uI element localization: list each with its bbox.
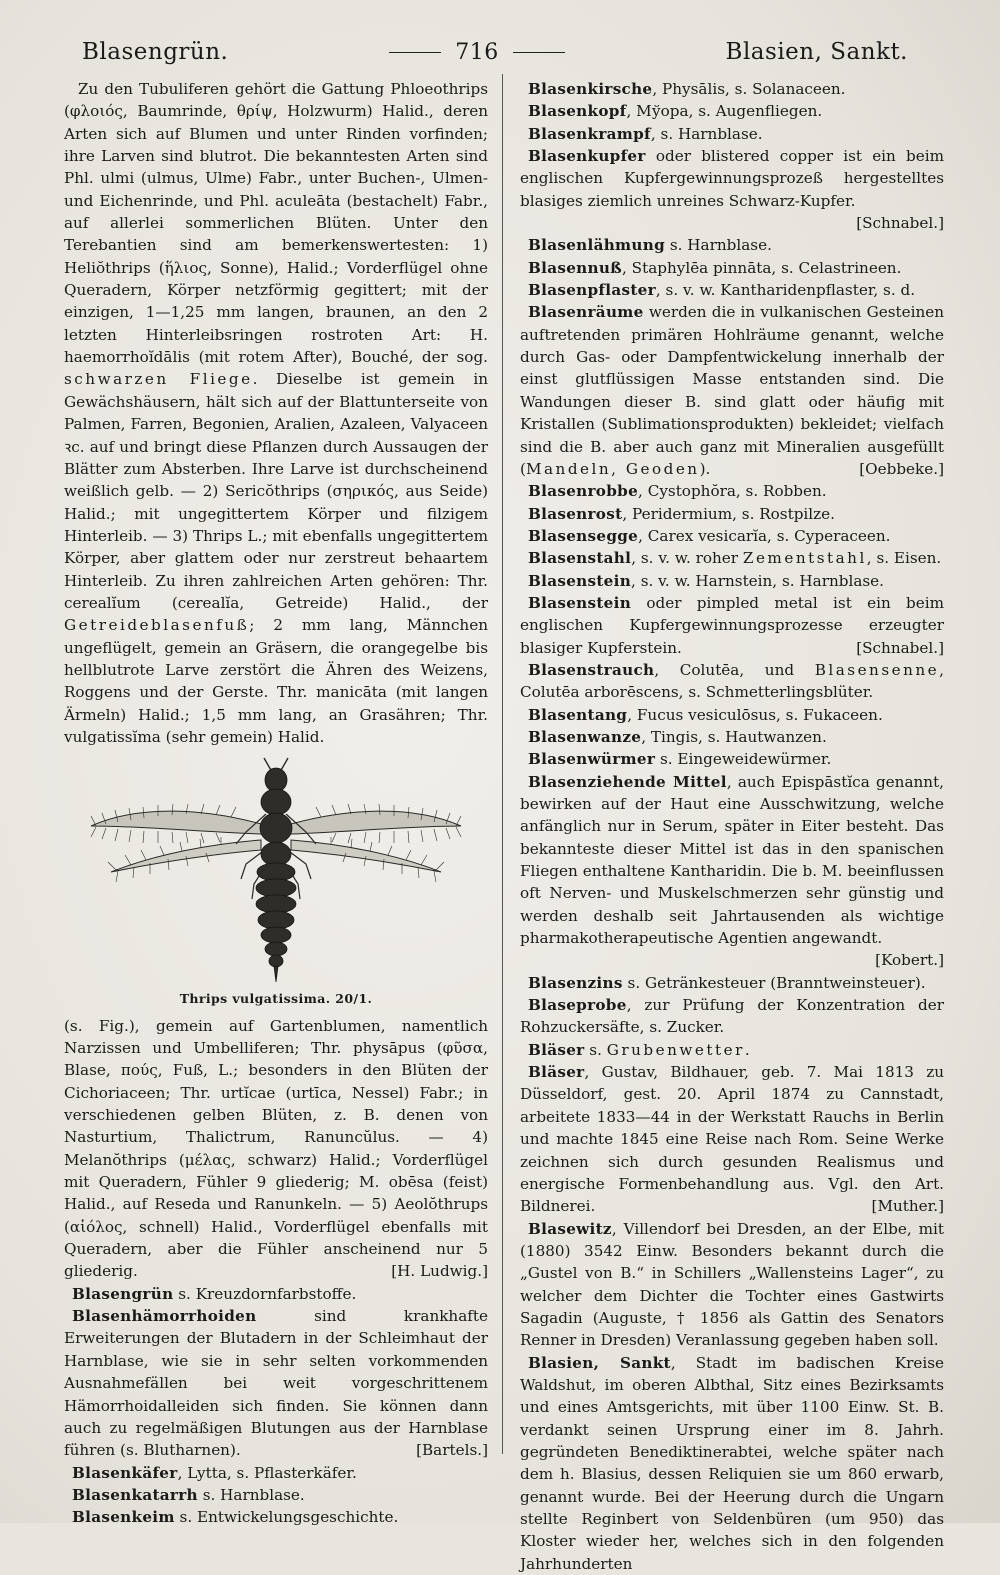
entry-blasenhaemorrhoiden	[64, 1305, 488, 1461]
entry-headword: Blasenstein	[528, 593, 632, 612]
wing-right-lower	[291, 837, 444, 882]
entry-text: s. Harnblase.	[665, 236, 772, 255]
entry-headword: Blasenstrauch	[528, 660, 655, 679]
figure-caption	[64, 988, 488, 1010]
entry-blasennuss	[520, 257, 944, 279]
entry-blasenkopf	[520, 100, 944, 122]
entry-headword: Blasewitz	[528, 1219, 612, 1238]
entry-blasenrost	[520, 503, 944, 525]
entry-text: , Lytta, s. Pflasterkäfer.	[177, 1463, 357, 1482]
entry-blasentang	[520, 704, 944, 726]
entry-headword: Blasenrost	[528, 504, 623, 523]
author-signature: [Muther.]	[871, 1197, 944, 1216]
entry-text: , Staphylēa pinnāta, s. Celastrineen.	[622, 258, 902, 277]
entry-blasenkaefer	[64, 1462, 488, 1484]
entry-headword: Blasengrün	[72, 1284, 174, 1303]
entry-headword: Blasenpflaster	[528, 281, 656, 300]
entry-headword: Blasenkäfer	[72, 1463, 178, 1482]
entry-headword: Blasenkirsche	[528, 80, 653, 98]
entry-headword: Blasenkrampf	[528, 124, 651, 143]
entry-text: , Colutēa arborēscens, s. Schmetterlingsblüter.	[520, 660, 944, 702]
column-divider	[502, 74, 503, 1454]
entry-text: s. Entwickelungsgeschichte.	[174, 1508, 399, 1527]
entry-blasenkrampf	[520, 123, 944, 145]
entry-text: s. Getränkesteuer (Branntweinsteuer).	[622, 973, 926, 992]
entry-text: , Villendorf bei Dresden, an der Elbe, mit (1880) 3542 Einw. Besonders bekannt durch die „Gustel von B.“ in Schillers „Wallensteins Lager“, zu welcher dem Dichter die Tochter eines Gastwirts Sagadin (Auguste, † 1856 als Gattin des Senators Renner in Dresden) Veranlassung gegeben haben soll.	[520, 1219, 944, 1350]
entry-headword: Blasenzins	[528, 973, 623, 992]
spaced-term: Grubenwetter	[606, 1040, 745, 1059]
thrips-illustration	[86, 754, 466, 984]
entry-text: , Tingis, s. Hautwanzen.	[641, 727, 827, 746]
entry-headword: Blasenkupfer	[528, 147, 646, 166]
entry-text: , Cystophŏra, s. Robben.	[638, 482, 827, 501]
entry-blaeser-2	[520, 1061, 944, 1217]
entry-text: , Gustav, Bildhauer, geb. 7. Mai 1813 zu Düsseldorf, gest. 20. April 1874 zu Cannstadt, arbeitete 1833—44 in der Werkstatt Rauchs in Berlin und machte 1845 eine Reise nach Rom. Seine Werke zeichnen sich durch gesunden Realismus und energische Formenbehandlung aus. Vgl. den Art. Bildnerei.	[520, 1063, 944, 1216]
entry-headword: Blasenkeim	[72, 1508, 175, 1527]
entry-headword: Blasenrobbe	[528, 482, 639, 501]
entry-headword: Blasensegge	[528, 526, 639, 545]
entry-text: , s. Eisen.	[866, 549, 942, 568]
entry-text: , zur Prüfung der Konzentration der Rohzuckersäfte, s. Zucker.	[520, 996, 944, 1037]
entry-text: , Stadt im badischen Kreise Waldshut, im oberen Albthal, Sitz eines Bezirksamts und eines Amtsgerichts, mit über 1100 Einw. St. B. verdankt seinen Ursprung einer im 8. Jahrh. gegründeten Benediktinerabtei, welche später nach dem h. Blasius, dessen Reliquien sie um 860 erwarb, genannt wurde. Bei der Heerung durch die Ungarn stellte Reginbert von Seldenbüren (um 950) das Kloster wieder her, welches sich in den folgenden Jahrhunderten	[520, 1353, 944, 1573]
entry-text: s. Eingeweidewürmer.	[655, 750, 832, 769]
entry-blaeser-1	[520, 1039, 944, 1061]
right-column	[520, 78, 944, 1575]
spaced-term: Zementstahl	[742, 549, 867, 568]
author-signature: [Oebbeke.]	[859, 459, 944, 478]
thrips-figure	[64, 754, 488, 1010]
entry-blasenkatarrh	[64, 1484, 488, 1506]
entry-blasenpflaster	[520, 279, 944, 301]
entry-headword: Blasenwürmer	[528, 750, 656, 769]
entry-blasenkirsche	[520, 78, 944, 100]
wing-left-upper	[91, 804, 261, 843]
author-signature: [Kobert.]	[875, 951, 944, 970]
entry-text: sind krankhafte Erweiterungen der Blutadern in der Schleimhaut der Harnblase, wie sie in sehr selten vorkommenden Ausnahmefällen bei weit vorgeschrittenem Hämorrhoidalleiden sich finden. Sie können dann auch zu regelmäßigen Blutungen aus der Harnblase führen (s. Blutharnen).	[64, 1307, 488, 1460]
caption-text: Thrips vulgatissima.	[179, 991, 331, 1007]
entry-headword: Blasenhämorrhoiden	[72, 1307, 257, 1326]
page-number-group	[389, 40, 565, 65]
entry-blasenwuermer	[520, 748, 944, 770]
entry-blasenrobbe	[520, 480, 944, 502]
thrips-paragraph-cont	[64, 1015, 488, 1283]
entry-text: werden die in vulkanischen Gesteinen auftretenden primären Hohlräume genannt, welche durch Gas- oder Dampfentwickelung innerhalb der einst glutflüssigen Masse entstanden sind. Die Wandungen dieser B. sind glatt oder häufig mit Kristallen (Sublimationsprodukten) bekleidet; vielfach sind die B. aber auch ganz mit Mineralien ausgefüllt (	[520, 303, 944, 478]
entry-headword: Blasenlähmung	[528, 236, 666, 255]
entry-blasenraeume	[520, 301, 944, 480]
entry-text: , s. v. w. Kantharidenpflaster, s. d.	[655, 281, 916, 300]
entry-blasenstein-1	[520, 570, 944, 592]
entry-blasenziehende-mittel	[520, 771, 944, 970]
entry-headword: Blasenwanze	[528, 727, 642, 746]
entry-blasenkeim	[64, 1506, 488, 1528]
entry-blasenlaehmung	[520, 234, 944, 256]
thrips-body	[256, 768, 296, 982]
entry-text: , Carex vesicarĭa, s. Cyperaceen.	[638, 526, 891, 545]
entry-headword: Blasennuß	[528, 258, 623, 277]
wing-left-lower	[108, 837, 261, 882]
entry-text: , s. Harnblase.	[650, 124, 763, 143]
entry-text: , Colutēa, und	[654, 660, 815, 679]
spaced-term: Blasensenne	[814, 660, 940, 679]
paragraph-text: . Dieselbe ist gemein in Gewächshäusern, hält sich auf der Blattunterseite von Palmen, Farren, Begonien, Aralien, Azaleen, Valyaceen ꝛc. auf und bringt diese Pflanzen durch Aussaugen der Blätter zum Absterben. Ihre Larve ist durchscheinend weißlich gelb. — 2) Sericŏthrips (σηρικός, aus Seide) Halid.; mit ungegittertem Körper und filzigem Hinterleib. — 3) Thrips L.; mit ebenfalls ungegittertem Körper, aber glattem oder nur zerstreut behaartem Hinterleib. Zu ihren zahlreichen Arten gehören: Thr. cerealĭum (cerealĭa, Getreide) Halid., der	[64, 370, 488, 612]
running-header	[82, 32, 908, 72]
entry-text: , Fucus vesiculōsus, s. Fukaceen.	[627, 705, 883, 724]
entry-blasengruen	[64, 1283, 488, 1305]
entry-text: oder blistered copper ist ein beim englischen Kupfergewinnungsprozeß hergestelltes blasiges ziemlich unreines Schwarz-Kupfer.	[520, 147, 944, 210]
caption-scale: 20/1.	[335, 991, 373, 1007]
header-rule-right	[513, 52, 565, 53]
entry-blasenwanze	[520, 726, 944, 748]
entry-headword: Blasentang	[528, 705, 628, 724]
entry-text: .	[744, 1040, 750, 1059]
header-right-keyword: Blasien, Sankt.	[725, 39, 908, 65]
entry-text: , Physālis, s. Solanaceen.	[652, 80, 846, 98]
paragraph-text: (s. Fig.), gemein auf Gartenblumen, namentlich Narzissen und Umbelliferen; Thr. physāpus (φῦσα, Blase, πούς, Fuß, L.; besonders in den Blüten der Cichoriaceen; Thr. urtĭcae (urtīca, Nessel) Fabr.; in verschiedenen gelben Blüten, z. B. denen von Nasturtium, Thalictrum, Ranuncŭlus. — 4) Melanŏthrips (μέλας, schwarz) Halid.; Vorderflügel mit Queradern, Fühler 9 gliederig; M. obēsa (feist) Halid., auf Reseda und Ranunkeln. — 5) Aeolŏthrups (αἰόλος, schnell) Halid., Vorderflügel ebenfalls mit Queradern, aber die Fühler anscheinend nur 5 gliederig.	[64, 1016, 488, 1281]
wing-right-upper	[291, 804, 461, 843]
paragraph-text: ; 2 mm lang, Männchen ungeflügelt, gemein an Gräsern, die orangegelbe bis hellblutrote Larve zerstört die Ähren des Weizens, Roggens und der Gerste. Thr. manicāta (mit langen Ärmeln) Halid.; 1,5 mm lang, an Grasähren; Thr. vulgatissĭma (sehr gemein) Halid.	[64, 616, 488, 746]
entry-headword: Bläser	[528, 1063, 585, 1082]
entry-headword: Blasenkopf	[528, 102, 627, 121]
entry-text: , s. v. w. Harnstein, s. Harnblase.	[631, 571, 884, 590]
entry-text: , Mўopa, s. Augenfliegen.	[626, 102, 823, 121]
author-signature: [Bartels.]	[416, 1441, 488, 1460]
entry-text: oder pimpled metal ist ein beim englischen Kupfergewinnungsprozesse erzeugter blasiger Kupferstein.	[520, 593, 944, 657]
entry-blaseprobe	[520, 994, 944, 1039]
entry-headword: Blasenkatarrh	[72, 1485, 198, 1504]
entry-headword: Blasien, Sankt	[528, 1353, 671, 1372]
thrips-paragraph	[64, 78, 488, 748]
entry-text: s. Harnblase.	[197, 1485, 305, 1504]
entry-blasewitz	[520, 1218, 944, 1352]
left-column	[64, 78, 488, 1529]
entry-text: , s. v. w. roher	[631, 549, 743, 568]
entry-blasenstahl	[520, 547, 944, 569]
spaced-term: Getreideblasenfuß	[64, 616, 250, 635]
spaced-term: Mandeln, Geoden	[525, 459, 700, 478]
entry-text: , auch Epispāstĭca genannt, bewirken auf der Haut eine Ausschwitzung, welche anfänglich nur in Serum, später in Eiter besteht. Das bekannteste dieser Mittel ist das in den spanischen Fliegen enthaltene Kantharidin. Die b. M. beeinflussen oft Nerven- und Muskelschmerzen sehr günstig und werden deshalb seit Jahrtausenden als wichtige pharmakotherapeutische Agentien angewandt.	[520, 772, 944, 948]
entry-blasenstrauch	[520, 659, 944, 704]
entry-text: s.	[584, 1040, 607, 1059]
author-signature: [Schnabel.]	[856, 638, 944, 657]
paragraph-text: Zu den Tubuliferen gehört die Gattung Phloeothrips (φλοιός, Baumrinde, θρίψ, Holzwurm) Halid., deren Arten sich auf Blumen und unter Rinden vorfinden; ihre Larven sind blutrot. Die bekanntesten Arten sind Phl. ulmi (ulmus, Ulme) Fabr., unter Buchen-, Ulmen- und Eichenrinde, und Phl. aculeāta (bestachelt) Fabr., auf allerlei sommerlichen Blüten. Unter den Terebantien sind am bemerkenswertesten: 1) Heliŏthrips (ἥλιος, Sonne), Halid.; Vorderflügel ohne Queradern, Körper netzförmig gegittert; mit der einzigen, 1—1,25 mm langen, braunen, an den 2 letzten Hinterleibsringen rostroten Art: H. haemorrhoĭdālis (mit rotem After), Bouché, der sog.	[64, 80, 488, 367]
entry-headword: Blasenziehende Mittel	[528, 772, 727, 791]
header-left-keyword: Blasengrün.	[82, 39, 229, 65]
entry-headword: Blasenstein	[528, 571, 632, 590]
entry-headword: Blasenräume	[528, 303, 644, 322]
entry-blasenzins	[520, 972, 944, 994]
entry-blasenstein-2	[520, 592, 944, 659]
entry-text: s. Kreuzdornfarbstoffe.	[173, 1284, 357, 1303]
page-number: 716	[455, 39, 499, 65]
entry-blasensegge	[520, 525, 944, 547]
entry-headword: Blasenstahl	[528, 549, 632, 568]
author-signature: [Schnabel.]	[856, 214, 944, 233]
entry-headword: Blaseprobe	[528, 996, 627, 1015]
entry-blasenkupfer	[520, 145, 944, 233]
spaced-term: schwarzen Fliege	[64, 370, 253, 389]
entry-text: , Peridermium, s. Rostpilze.	[622, 504, 835, 523]
header-rule-left	[389, 52, 441, 53]
entry-blasien-sankt	[520, 1352, 944, 1575]
entry-headword: Bläser	[528, 1040, 585, 1059]
entry-text: ).	[699, 459, 711, 478]
author-signature: [H. Ludwig.]	[391, 1262, 488, 1281]
